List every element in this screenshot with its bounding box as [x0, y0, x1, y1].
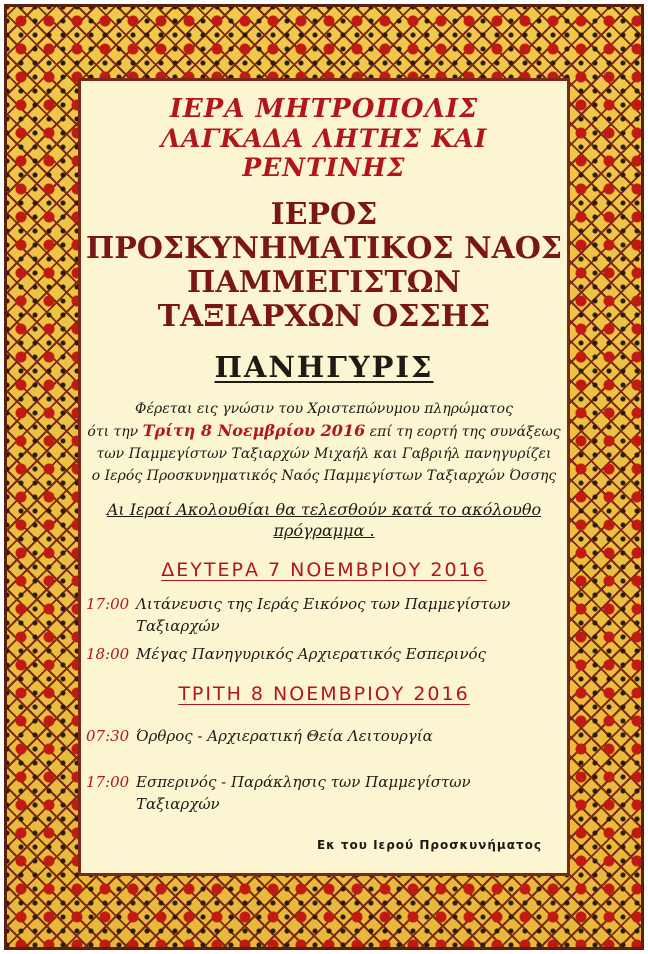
schedule-row: [86, 643, 564, 665]
intro-paragraph: [84, 398, 564, 487]
schedule-row: [86, 725, 564, 747]
event-description: Λιτάνευσις της Ιεράς Εικόνος των Παμμεγίστων Ταξιαρχών: [136, 595, 511, 635]
intro-date-highlight: Τρίτη 8 Νοεμβρίου 2016: [142, 421, 366, 440]
schedule-day-heading: ΔΕΥΤΕΡΑ 7 ΝΟΕΜΒΡΙΟΥ 2016: [161, 559, 487, 581]
schedule-row: [86, 593, 564, 637]
header-line-3: ΙΕΡΟΣ ΠΡΟΣΚΥΝΗΜΑΤΙΚΟΣ ΝΑΟΣ: [85, 197, 563, 266]
header-line-1: ΙΕΡΑ ΜΗΤΡΟΠΟΛΙΣ: [169, 94, 479, 124]
event-time: 17:00: [86, 773, 130, 791]
event-description: Μέγας Πανηγυρικός Αρχιερατικός Εσπερινός: [136, 645, 486, 663]
rite-line: Αι Ιεραί Ακολουθίαι θα τελεσθούν κατά το ακόλουθο: [106, 500, 542, 519]
intro-line: των Παμμεγίστων Ταξιαρχών Μιχαήλ και Γαβριήλ πανηγυρίζει: [96, 446, 552, 462]
rite-line: πρόγραμμα .: [273, 521, 375, 540]
event-time: 07:30: [86, 727, 130, 745]
intro-line: Φέρεται εις γνώσιν του Χριστεπώνυμου πληρώματος: [135, 401, 513, 417]
event-description: Όρθρος - Αρχιερατική Θεία Λειτουργία: [136, 727, 433, 745]
schedule-day-heading: ΤΡΙΤΗ 8 ΝΟΕΜΒΡΙΟΥ 2016: [178, 683, 470, 705]
page-title: ΠΑΝΗΓΥΡΙΣ: [214, 350, 434, 384]
event-time: 17:00: [86, 595, 130, 613]
rite-notice: [84, 499, 564, 541]
event-time: 18:00: [86, 645, 130, 663]
footer-signature: Εκ του Ιερού Προσκυνήματος: [316, 838, 542, 852]
intro-line: [84, 420, 564, 443]
intro-line: ο Ιερός Προσκυνηματικός Ναός Παμμεγίστων Ταξιαρχών Όσσης: [91, 468, 557, 484]
schedule-row: [86, 771, 564, 815]
intro-text: επί τη εορτή της συνάξεως: [369, 424, 561, 440]
header-line-4: ΠΑΜΜΕΓΙΣΤΩΝ ΤΑΞΙΑΡΧΩΝ ΟΣΣΗΣ: [157, 265, 491, 334]
event-description: Εσπερινός - Παράκλησις των Παμμεγίστων Ταξιαρχών: [136, 773, 471, 813]
header-line-2: ΛΑΓΚΑΔΑ ΛΗΤΗΣ ΚΑΙ ΡΕΝΤΙΝΗΣ: [160, 124, 488, 182]
intro-text: ότι την: [87, 424, 143, 440]
content: [84, 84, 564, 870]
